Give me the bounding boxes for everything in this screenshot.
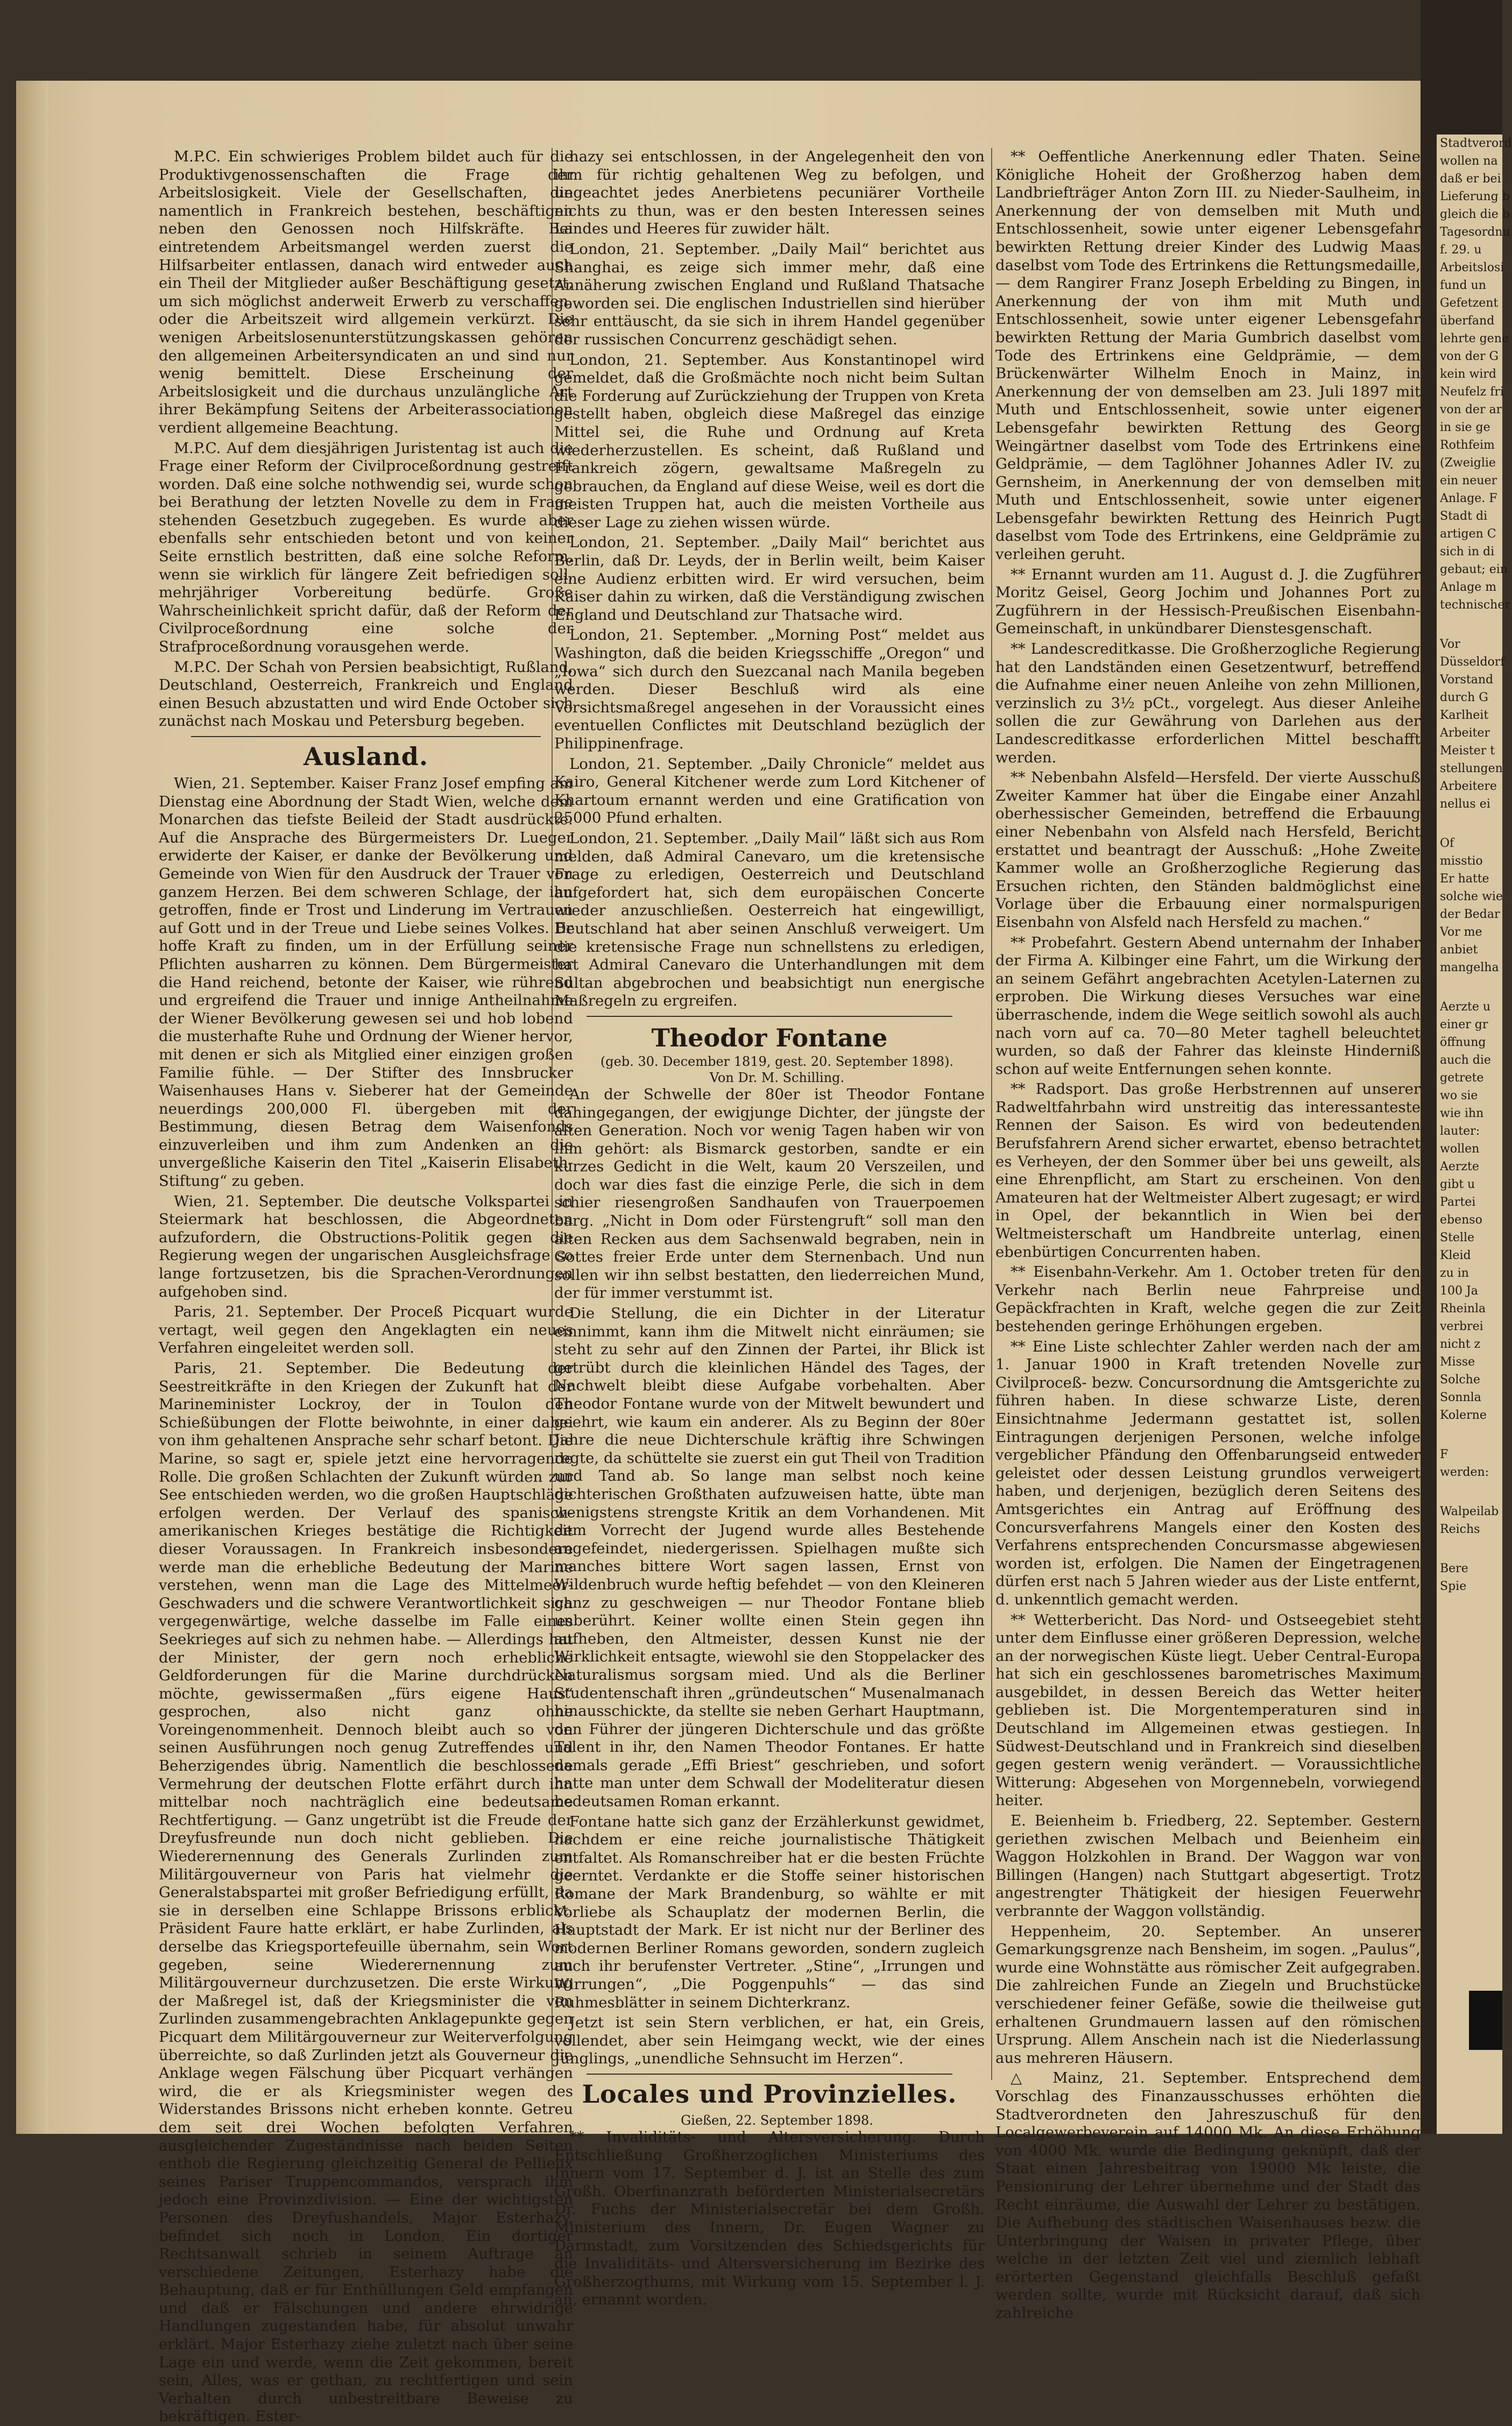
article-paragraph: ** Radsport. Das große Herbstrennen auf unserer Radweltfahrbahn wird unstreitig das interessanteste Rennen der Saison. Es wird von bedeutenden Berufsfahrern Arend sicher erwartet, ebenso betrachtet es Verheyen, der den Sommer über bei uns geweilt, als eine Ehrenpflicht, am Start zu erscheinen. Von den Amateuren hat der Weltmeister Albert zugesagt; er wird in Opel, der bekanntlich in Wien bei der Weltmeisterschaft um Handbreite unterlag, einen ebenbürtigen Concurrenten haben. xyxy=(995,1080,1421,1261)
article-paragraph: London, 21. September. „Daily Mail“ läßt sich aus Rom melden, daß Admiral Canevaro, um die kretensische Frage zu erledigen, Oesterreich und Deutschland aufgefordert hat, sich dem europäischen Concerte wieder anzuschließen. Oesterreich hat eingewilligt, Deutschland hat aber seinen Anschluß verweigert. Um die kretensische Frage nun schnellstens zu erledigen, hat Admiral Canevaro die Unterhandlungen mit dem Sultan abgebrochen und beabsichtigt nun energische Maßregeln zu ergreifen. xyxy=(554,829,985,1010)
article-paragraph: E. Beienheim b. Friedberg, 22. September. Gestern geriethen zwischen Melbach und Beienheim ein Waggon Holzkohlen in Brand. Der Waggon war von Billingen (Hangen) nach Stuttgart abgesertigt. Trotz angestrengter Thätigkeit der hiesigen Feuerwehr verbrannte der Waggon vollständig. xyxy=(995,1812,1421,1920)
adjacent-page-line: wie ihn xyxy=(1440,1107,1484,1120)
adjacent-page-line: Sonnla xyxy=(1440,1391,1481,1404)
adjacent-page-strip xyxy=(1437,135,1512,2134)
adjacent-page-line: misstio xyxy=(1440,854,1483,868)
article-paragraph: ** Wetterbericht. Das Nord- und Ostseegebiet steht unter dem Einflusse einer größeren Depression, welche an der norwegischen Küste liegt. Ueber Central-Europa hat sich ein geschlossenes barometrisches Maximum ausgebildet, in dessen Bereich das Wetter heiter geblieben ist. Die Morgentemperaturen sind in Deutschland im Allgemeinen etwas gestiegen. In Südwest-Deutschland und in Frankreich sind dieselben gegen gestern wenig verändert. — Voraussichtliche Witterung: Abgesehen von Morgennebeln, vorwiegend heiter. xyxy=(995,1611,1421,1809)
article-paragraph: ** Invaliditäts- und Altersversicherung. Durch Entschließung Großherzoglichen Ministeriums des Innern vom 17. September d. J. ist an Stelle des zum Großh. Oberfinanzrath beförderten Ministerialsecretärs Dr. Fuchs der Ministerialsecretär bei dem Großh. Ministerium des Innern, Dr. Eugen Wagner zu Darmstadt, zum Vorsitzenden des Schiedsgerichts für die Invaliditäts- und Altersversicherung im Bezirke des Großherzogthums, mit Wirkung vom 15. September l. J. an, ernannt worden. xyxy=(554,2128,985,2309)
adjacent-page-line: von der ar xyxy=(1440,403,1502,416)
adjacent-page-line: Arbeiter xyxy=(1440,726,1490,740)
adjacent-page-line: Anlage. F xyxy=(1440,492,1497,505)
adjacent-page-line: Stadtverord xyxy=(1440,137,1512,150)
adjacent-page-line: Er hatte xyxy=(1440,872,1489,886)
adjacent-page-line: 100 Ja xyxy=(1440,1284,1478,1298)
column-3 xyxy=(995,148,1421,2322)
article-paragraph: Wien, 21. September. Kaiser Franz Josef empfing am Dienstag eine Abordnung der Stadt Wien, welche dem Monarchen das tiefste Beileid der Stadt ausdrückte. Auf die Ansprache des Bürgermeisters Dr. Lueger erwiderte der Kaiser, er danke der Bevölkerung und Gemeinde von Wien für den Ausdruck der Trauer von ganzem Herzen. Bei dem schweren Schlage, der ihn getroffen, finde er Trost und Linderung im Vertrauen auf Gott und in der Treue und Liebe seines Volkes. Er hoffe Kraft zu finden, um in der Erfüllung seiner Pflichten ausharren zu können. Dem Bürgermeister die Hand reichend, betonte der Kaiser, wie rührend und ergreifend die Trauer und innige Antheilnahme der Wiener Bevölkerung gewesen sei und hob lobend die musterhafte Ruhe und Ordnung der Wiener hervor, mit denen er sich als Mitglied einer einzigen großen Familie fühle. — Der Stifter des Innsbrucker Waisenhauses Hans v. Sieberer hat der Gemeinde neuerdings 200,000 Fl. übergeben mit der Bestimmung, diesen Betrag dem Waisenfonds einzuverleiben und ihm zum Andenken an die unvergeßliche Kaiserin den Titel „Kaiserin Elisabeth-Stiftung“ zu geben. xyxy=(159,775,573,1190)
adjacent-page-gap xyxy=(1437,813,1502,834)
adjacent-page-line: Rothfeim xyxy=(1440,438,1495,452)
adjacent-page-gap xyxy=(1437,1538,1502,1560)
adjacent-page-gap xyxy=(1437,977,1502,998)
adjacent-page-line: (Zweiglie xyxy=(1440,456,1496,470)
article-paragraph: ** Nebenbahn Alsfeld—Hersfeld. Der vierte Ausschuß Zweiter Kammer hat über die Eingabe einer Anzahl oberhessischer Gemeinden, betreffend die Erbauung einer Nebenbahn von Alsfeld nach Hersfeld, Bericht erstattet und beantragt der Ausschuß: „Hohe Zweite Kammer wolle an Großherzogliche Regierung das Ersuchen richten, den Ständen baldmöglichst eine Vorlage über die Erbauung einer normalspurigen Eisenbahn von Alsfeld nach Hersfeld zu machen.“ xyxy=(995,769,1421,931)
adjacent-page-line: lehrte gene xyxy=(1440,332,1509,345)
article-paragraph: ** Ernannt wurden am 11. August d. J. die Zugführer Moritz Geisel, Georg Jochim und Johannes Port zu Zugführern in der Hessisch-Preußischen Eisenbahn-Gemeinschaft, in unkündbarer Dienstesgenschaft. xyxy=(995,565,1421,638)
adjacent-page-line: Kleid xyxy=(1440,1249,1471,1262)
section-divider xyxy=(587,1016,952,1017)
section-heading-ausland: Ausland. xyxy=(303,742,428,771)
article-paragraph: London, 21. September. „Daily Chronicle“ meldet aus Kairo, General Kitchener werde zum Lord Kitchener of Khartoum ernannt werden und eine Gratification von 25000 Pfund erhalten. xyxy=(554,755,985,827)
adjacent-page-line: gibt u xyxy=(1440,1178,1475,1191)
article-paragraph: Die Stellung, die ein Dichter in der Literatur einnimmt, kann ihm die Mitwelt nicht einräumen; sie steht zu sehr auf den Zinnen der Partei, ihr Blick ist getrübt durch die kleinlichen Händel des Tages, der Nachwelt bleibt diese Aufgabe vorbehalten. Aber Theodor Fontane wurde von der Mitwelt bewundert und geehrt, wie kaum ein anderer. Als zu Beginn der 80er Jahre die neue Dichterschule kräftig ihre Schwingen regte, da schüttelte sie zuerst ein gut Theil von Tradition und Tand ab. So lange man selbst noch keine dichterischen Großthaten aufzuweisen hatte, übte man wenigstens strengste Kritik an dem Vorhandenen. Mit dem Vorrecht der Jugend wurde alles Bestehende angefeindet, niedergerissen. Spielhagen mußte sich manches bittere Wort sagen lassen, Ernst von Wildenbruch wurde heftig befehdet — von den Kleineren ganz zu geschweigen — nur Theodor Fontane blieb unberührt. Keiner wollte einen Stein gegen ihn aufheben, den Altmeister, dessen Kunst nie der Wirklichkeit entsagte, wiewohl sie den Stoppelacker des Naturalismus sorgsam mied. Und als die Berliner Studentenschaft ihren „gründeutschen“ Musenalmanach hinausschickte, da stellte sie neben Gerhart Hauptmann, den Führer der jüngeren Dichterschule und das größte Talent in ihr, den Namen Theodor Fontanes. Er hatte damals gerade „Effi Briest“ geschrieben, und sofort hatte man unter dem Schwall der Modeliteratur diesen bedeutsamen Roman erkannt. xyxy=(554,1305,985,1810)
adjacent-page-line: F xyxy=(1440,1448,1449,1461)
adjacent-page-line: überfand xyxy=(1440,314,1495,328)
adjacent-page-line: einer gr xyxy=(1440,1018,1488,1031)
adjacent-page-line: Reichs xyxy=(1440,1523,1480,1536)
adjacent-page-line: artigen C xyxy=(1440,527,1496,541)
adjacent-page-gap xyxy=(1437,614,1502,635)
column-1 xyxy=(159,148,573,2425)
adjacent-page-line: Stelle xyxy=(1440,1231,1475,1244)
adjacent-page-line: gebaut; ein xyxy=(1440,563,1508,576)
adjacent-page-line: Solche xyxy=(1440,1373,1480,1387)
adjacent-page-line: Aerzte u xyxy=(1440,1000,1491,1014)
article-paragraph: Wien, 21. September. Die deutsche Volkspartei in Steiermark hat beschlossen, die Abgeordneten aufzufordern, die Obstructions-Politik gegen die Regierung wegen der ungarischen Ausgleichsfrage so lange fortzusetzen, bis die Sprachen-Verordnungen aufgehoben sind. xyxy=(159,1192,573,1300)
adjacent-page-line: Arbeitere xyxy=(1440,780,1497,793)
article-paragraph: An der Schwelle der 80er ist Theodor Fontane dahingegangen, der ewigjunge Dichter, der jüngste der alten Generation. Noch vor wenig Tagen haben wir von ihm gehört: als Bismarck gestorben, sandte er ein kurzes Gedicht in die Welt, kaum 20 Verszeilen, und doch war dies fast die einzige Perle, die sich in dem schier riesengroßen Sandhaufen von Trauerpoemen barg. „Nicht in Dom oder Fürstengruft“ soll man den alten Recken aus dem Sachsenwald begraben, nein in Gottes freier Erde unter dem Sternenbach. Und nun sollen wir ihn selbst bestatten, den liederreichen Mund, der für immer verstummt ist. xyxy=(554,1085,985,1302)
article-paragraph: M.P.C. Der Schah von Persien beabsichtigt, Rußland, Deutschland, Oesterreich, Frankreich und England einen Besuch abzustatten und wird Ende October sich zunächst nach Moskau und Petersburg begeben. xyxy=(159,658,573,730)
adjacent-page-line: Rheinla xyxy=(1440,1302,1486,1315)
adjacent-page-line: zu in xyxy=(1440,1267,1469,1280)
locals-dateline: Gießen, 22. September 1898. xyxy=(681,2112,873,2128)
adjacent-page-line: nicht z xyxy=(1440,1338,1481,1351)
adjacent-page-line: ein neuer xyxy=(1440,474,1497,487)
feature-title: Theodor Fontane xyxy=(651,1023,888,1052)
article-paragraph: Paris, 21. September. Der Proceß Picquart wurde vertagt, weil gegen den Angeklagten ein neues Verfahren eingeleitet werden soll. xyxy=(159,1303,573,1357)
column-2 xyxy=(554,148,985,2309)
adjacent-page-line: Partei xyxy=(1440,1196,1476,1209)
adjacent-page-line: Kolerne xyxy=(1440,1409,1487,1422)
adjacent-page-line: von der G xyxy=(1440,350,1499,363)
article-paragraph: Fontane hatte sich ganz der Erzählerkunst gewidmet, nachdem er eine reiche journalistische Thätigkeit entfaltet. Als Romanschreiber hat er die besten Früchte geerntet. Verdankte er die Stoffe seiner historischen Romane der Mark Brandenburg, so wählte er mit Vorliebe als Schauplatz der modernen Berlin, die Hauptstadt der Mark. Er ist nicht nur der Berliner des modernen Berliner Romans geworden, sondern zugleich auch ihr berufenster Vertreter. „Stine“, „Irrungen und Wirrungen“, „Die Poggenpuhls“ — das sind Ruhmesblätter in seinem Dichterkranz. xyxy=(554,1813,985,2011)
adjacent-page-line: Meister t xyxy=(1440,744,1495,758)
adjacent-page-line: Lieferung b xyxy=(1440,190,1510,203)
adjacent-page-line: Vor me xyxy=(1440,925,1482,939)
column-rule xyxy=(991,148,992,2080)
adjacent-page-line: durch G xyxy=(1440,691,1488,704)
article-paragraph: London, 21. September. „Morning Post“ meldet aus Washington, daß die beiden Kriegsschiffe „Oregon“ und „Iowa“ sich durch den Suezcanal nach Manila begeben werden. Dieser Beschluß wird als eine Vorsichtsmaßregel angesehen in der Voraussicht eines eventuellen Conflictes mit Deutschland bezüglich der Philippinenfrage. xyxy=(554,626,985,752)
article-paragraph: ** Landescreditkasse. Die Großherzogliche Regierung hat den Landständen einen Gesetzentwurf, betreffend die Aufnahme einer neuen Anleihe von zehn Millionen, verzinslich zu 3½ pCt., vorgelegt. Aus dieser Anleihe sollen die zur Gewährung von Darlehen aus der Landescreditkasse erforderlichen Mittel beschafft werden. xyxy=(995,640,1421,766)
adjacent-page-line: öffnung xyxy=(1440,1036,1486,1049)
feature-dates: (geb. 30. December 1819, gest. 20. September 1898). xyxy=(600,1053,954,1069)
adjacent-page-line: Of xyxy=(1440,837,1454,850)
adjacent-page-line: wollen na xyxy=(1440,154,1498,168)
article-paragraph: M.P.C. Auf dem diesjährigen Juristentag ist auch die Frage einer Reform der Civilproceßordnung gestreift worden. Daß eine solche nothwendig sei, wurde schon bei Berathung der letzten Novelle zu dem in Frage stehenden Gesetzbuch zugegeben. Es wurde aber ebenfalls sehr entschieden betont und von keiner Seite ernstlich bestritten, daß eine solche Reform, wenn sie wirklich für längere Zeit befriedigen soll, mehrjähriger Vorbereitung bedürfe. Große Wahrscheinlichkeit spricht dafür, daß der Reform der Civilproceßordnung eine solche der Strafproceßordnung vorausgehen werde. xyxy=(159,439,573,656)
adjacent-page-line: Gefetzent xyxy=(1440,296,1499,310)
article-paragraph: ** Probefahrt. Gestern Abend unternahm der Inhaber der Firma A. Kilbinger eine Fahrt, um die Wirkung der an seinem Gefährt angebrachten Acetylen-Laternen zu erproben. Die Wirkung dieses Versuches war eine überraschende, indem die Wege seitlich sowohl als auch nach vorn auf ca. 70—80 Meter taghell beleuchtet wurden, so daß der Fahrer das kleinste Hinderniß schon auf weite Entfernungen sehen konnte. xyxy=(995,933,1421,1078)
article-paragraph: ** Eisenbahn-Verkehr. Am 1. October treten für den Verkehr nach Berlin neue Fahrpreise und Gepäckfrachten in Kraft, welche gegen die zur Zeit bestehenden geringe Erhöhungen ergeben. xyxy=(995,1263,1421,1335)
adjacent-page-line: technischer xyxy=(1440,598,1510,612)
adjacent-page-line: fund un xyxy=(1440,279,1486,292)
article-paragraph: Jetzt ist sein Stern verblichen, er hat, ein Greis, vollendet, aber sein Heimgang weckt, wie der eines Jünglings, „unendliche Sehnsucht im Herzen“. xyxy=(554,2014,985,2068)
adjacent-page-line: gleich die b xyxy=(1440,208,1510,221)
article-paragraph: Paris, 21. September. Die Bedeutung der Seestreitkräfte in den Kriegen der Zukunft hat der Marineminister Lockroy, der in Toulon den Schießübungen der Flotte beiwohnte, in einer dabei von ihm gehaltenen Ansprache sehr scharf betont. Die Marine, so sagt er, spiele jetzt eine hervorragende Rolle. Die großen Schlachten der Zukunft würden zur See entschieden werden, wo die großen Hauptschläge erfolgen werden. Der Verlauf des spanisch-amerikanischen Krieges bestätige die Richtigkeit dieser Voraussagen. In Frankreich insbesondere werde man die erhebliche Bedeutung der Marine verstehen, wenn man die Lage des Mittelmeer-Geschwaders und die schwere Verantwortlichkeit sich vergegenwärtige, welche dasselbe im Falle eines Seekrieges auf sich zu nehmen habe. — Allerdings hat der Minister, der gern noch erhebliche Geldforderungen für die Marine durchdrücken möchte, gewissermaßen „fürs eigene Haus“ gesprochen, also nicht ganz ohne Voreingenommenheit. Dennoch bleibt auch so von seinen Ausführungen noch genug Zutreffendes und Beherzigendes übrig. Namentlich die beschlossene Vermehrung der deutschen Flotte erfährt durch ihn mittelbar noch nachträglich eine bedeutsame Rechtfertigung. — Ganz ungetrübt ist die Freude der Dreyfusfreunde nun doch nicht geblieben. Die Wiederernennung des Generals Zurlinden zum Militärgouverneur von Paris hat vielmehr die Generalstabspartei mit großer Befriedigung erfüllt, da sie in derselben eine Schlappe Brissons erblickt. Präsident Faure hatte erklärt, er habe Zurlinden, als derselbe das Kriegsportefeuille übernahm, sein Wort gegeben, seine Wiederernennung zum Militärgouverneur durchzusetzen. Die erste Wirkung der Maßregel ist, daß der Kriegsminister die von Zurlinden zusammengebrachten Anklagepunkte gegen Picquart dem Militärgouverneur zur Weiterverfolgung überreichte, so daß Zurlinden jetzt als Gouverneur die Anklage wegen Fälschung über Picquart verhängen wird, die er als Kriegsminister wegen des Widerstandes Brissons nicht erheben konnte. Getreu dem seit drei Wochen befolgten Verfahren ausgleichender Zugeständnisse nach beiden Seiten enthob die Regierung gleichzeitig General de Pellieux seines Pariser Truppencommandos, versprach ihm jedoch eine Provinzdivision. — Eine der wichtigsten Personen des Dreyfushandels, Major Esterhazy, befindet sich noch in London. Ein dortiger Rechtsanwalt schrieb in seinem Auftrage an verschiedene Zeitungen, Esterhazy habe die Behauptung, daß er für Enthüllungen Geld empfangen und daß er Fälschungen und andere ehrwidrige Handlungen zugestanden habe, für absolut unwahr erklärt. Major Esterhazy ziehe zuletzt nach über seine Lage ein und werde, wenn die Zeit gekommen, bereit sein, Alles, was er gethan, zu rechtfertigen und sein Verhalten durch unbestreitbare Beweise zu bekräftigen. Ester- xyxy=(159,1360,573,2425)
adjacent-page-line: Arbeitslosi xyxy=(1440,261,1504,274)
adjacent-page-line: getrete xyxy=(1440,1071,1484,1085)
page-gutter xyxy=(16,81,48,2134)
adjacent-page-line: wo sie xyxy=(1440,1089,1478,1102)
adjacent-page-line: Bere xyxy=(1440,1562,1468,1575)
article-paragraph: London, 21. September. „Daily Mail“ berichtet aus Berlin, daß Dr. Leyds, der in Berlin weilt, beim Kaiser eine Audienz erbitten wird. Er wird versuchen, beim Kaiser dahin zu wirken, daß die Verständigung zwischen England und Deutschland zur Thatsache wird. xyxy=(554,534,985,624)
adjacent-page-line: Düsseldorf xyxy=(1440,655,1505,669)
page-clip xyxy=(1469,1991,1502,2050)
adjacent-page-line: Vor xyxy=(1440,638,1460,651)
adjacent-page-line: ebenso xyxy=(1440,1213,1482,1227)
feature-author: Von Dr. M. Schilling. xyxy=(709,1070,845,1085)
adjacent-page-line: anbiet xyxy=(1440,943,1478,957)
adjacent-page-gap xyxy=(1437,1424,1502,1446)
adjacent-page-line: wollen xyxy=(1440,1142,1480,1156)
article-paragraph: London, 21. September. Aus Konstantinopel wird gemeldet, daß die Großmächte noch nicht beim Sultan die Forderung auf Zurückziehung der Truppen von Kreta gestellt haben, obgleich diese Maßregel das einzige Mittel sei, die Ruhe und Ordnung auf Kreta wiederherzustellen. Es scheint, daß Rußland und Frankreich zögern, gewaltsame Maßregeln zu gebrauchen, da England auf diese Weise, weil es dort die meisten Truppen hat, auch die meisten Vortheile aus dieser Lage zu ziehen wissen würde. xyxy=(554,351,985,531)
adjacent-page-line: Walpeilab xyxy=(1440,1505,1499,1518)
adjacent-page-line: Neufelz fri xyxy=(1440,385,1504,399)
adjacent-page-line: Vorstand xyxy=(1440,673,1494,687)
adjacent-page-line: f. 29. u xyxy=(1440,243,1482,257)
article-paragraph: △ Mainz, 21. September. Entsprechend dem Vorschlag des Finanzausschusses erhöhten die Stadtverordneten den Jahreszuschuß für den Localgewerbeverein auf 14000 Mk. An diese Erhöhung von 4000 Mk. wurde die Bedingung geknüpft, daß der Staat einen Jahresbeitrag von 19000 Mk leiste, die Pensionirung der Lehrer übernehme und der Stadt das Recht einräume, die Auswahl der Lehrer zu bestätigen. Die Aufhebung des städtischen Waisenhauses bezw. die Unterbringung der Waisen in privater Pflege, über welche in der letzten Zeit viel und ziemlich lebhaft erörterten Gegenstand gleichfalls Beschluß gefaßt werden sollte, wurde mit Rücksicht darauf, daß sich zahlreiche xyxy=(995,2069,1421,2322)
adjacent-page-line: stellungen xyxy=(1440,762,1503,775)
article-paragraph: ** Oeffentliche Anerkennung edler Thaten. Seine Königliche Hoheit der Großherzog haben dem Landbriefträger Anton Zorn III. zu Nieder-Saulheim, in Anerkennung der von demselben mit Muth und Entschlossenheit, sowie unter eigener Lebensgefahr bewirkten Rettung dreier Kinder des Ludwig Maas daselbst vom Tode des Ertrinkens die Rettungsmedaille, — dem Rangirer Franz Joseph Erbelding zu Bingen, in Anerkennung der von ihm mit Muth und Entschlossenheit, sowie unter eigener Lebensgefahr bewirkten Rettung der Maria Gumbrich daselbst vom Tode des Ertrinkens eine Geldprämie, — dem Brückenwärter Wilhelm Enoch in Mainz, in Anerkennung der von demselben am 23. Juli 1897 mit Muth und Entschlossenheit, sowie unter eigener Lebensgefahr bewirkten Rettung des Georg Weingärtner daselbst vom Tode des Ertrinkens eine Geldprämie, — dem Taglöhner Johannes Adler IV. zu Gernsheim, in Anerkennung der von demselben mit Muth und Entschlossenheit, sowie unter eigener Lebensgefahr bewirkten Rettung des Heinrich Pugt daselbst vom Tode des Ertrinkens, eine Geldprämie zu verleihen geruht. xyxy=(995,148,1421,563)
adjacent-page-line: in sie ge xyxy=(1440,421,1490,434)
adjacent-page-line: Spie xyxy=(1440,1580,1467,1593)
adjacent-page-gap xyxy=(1437,1481,1502,1503)
section-heading-locales: Locales und Provinzielles. xyxy=(582,2079,957,2109)
section-divider xyxy=(587,2074,952,2075)
adjacent-page-line: Anlage m xyxy=(1440,581,1497,594)
adjacent-page-line: Stadt di xyxy=(1440,510,1488,523)
adjacent-page-line: verbrei xyxy=(1440,1320,1483,1333)
adjacent-page-line: kein wird xyxy=(1440,367,1497,381)
adjacent-page-line: daß er bei xyxy=(1440,172,1501,186)
adjacent-page-line: sich in di xyxy=(1440,545,1495,558)
adjacent-page-line: Misse xyxy=(1440,1355,1475,1369)
adjacent-page-line: mangelha xyxy=(1440,961,1499,974)
adjacent-page-line: nellus ei xyxy=(1440,797,1490,811)
newspaper-page xyxy=(16,81,1426,2425)
article-paragraph: Heppenheim, 20. September. An unserer Gemarkungsgrenze nach Bensheim, im sogen. „Paulus“, wurde eine Wohnstätte aus römischer Zeit aufgegraben. Die zahlreichen Funde an Ziegeln und Bruchstücke verschiedener feiner Gefäße, sowie die theilweise gut erhaltenen Grundmauern lassen auf den römischen Ursprung. Allem Anschein nach ist die Niederlassung aus mehreren Häusern. xyxy=(995,1922,1421,2067)
adjacent-page-line: der Bedar xyxy=(1440,908,1500,921)
adjacent-page-line: Aerzte xyxy=(1440,1160,1479,1173)
adjacent-page-line: werden: xyxy=(1440,1466,1489,1479)
adjacent-page-line: lauter: xyxy=(1440,1124,1480,1138)
adjacent-page-line: Tagesordnu xyxy=(1440,225,1510,239)
article-paragraph: ** Eine Liste schlechter Zahler werden nach der am 1. Januar 1900 in Kraft tretenden Novelle zur Civilproceß- bezw. Concursordnung die Amtsgerichte zu führen haben. In diese schwarze Liste, deren Einsichtnahme Jedermann gestattet ist, sollen Eintragungen derjenigen Personen, welche infolge vergeblicher Pfändung den Offenbarungseid entweder geleistet oder dessen Leistung grundlos verweigert haben, und derjenigen, bezüglich deren Seitens des Amtsgerichtes ein Antrag auf Eröffnung des Concursverfahrens Mangels einer den Kosten des Verfahrens entsprechenden Concursmasse abgewiesen worden ist, erfolgen. Die Namen der Eingetragenen dürfen erst nach 5 Jahren wieder aus der Liste entfernt, d. unkenntlich gemacht werden. xyxy=(995,1338,1421,1608)
article-paragraph: London, 21. September. „Daily Mail“ berichtet aus Shanghai, es zeige sich immer mehr, daß eine Annäherung zwischen England und Rußland Thatsache geworden sei. Die englischen Industriellen sind hierüber sehr enttäuscht, da sie sich in ihrem Handel gegenüber der russischen Concurrenz geschädigt sehen. xyxy=(554,240,985,348)
adjacent-page-line: auch die xyxy=(1440,1053,1491,1067)
article-paragraph: M.P.C. Ein schwieriges Problem bildet auch für die Produktivgenossenschaften die Frage der Arbeitslosigkeit. Viele der Gesellschaften, die namentlich in Frankreich bestehen, beschäftigen neben den Genossen noch Hilfskräfte. Bei eintretendem Arbeitsmangel werden zuerst die Hilfsarbeiter entlassen, danach wird entweder auch ein Theil der Mitglieder außer Beschäftigung gesetzt, um sich möglichst anderweit Erwerb zu verschaffen, oder die Arbeitszeit wird allgemein verkürzt. Die wenigen Arbeitslosenunterstützungskassen gehören den allgemeinen Arbeitersyndicaten an und sind nur wenig bemittelt. Diese Erscheinung der Arbeitslosigkeit und die durchaus unzulängliche Art ihrer Bekämpfung Seitens der Arbeiterassociationen verdient allgemeine Beachtung. xyxy=(159,148,573,436)
adjacent-page-line: solche wie xyxy=(1440,890,1503,903)
section-divider xyxy=(191,736,541,737)
article-paragraph: hazy sei entschlossen, in der Angelegenheit den von ihm für richtig gehaltenen Weg zu befolgen, und ungeachtet jedes Anerbietens pecuniärer Vortheile nichts zu thun, was er den besten Interessen seines Landes und Heeres für zuwider hält. xyxy=(554,148,985,238)
adjacent-page-line: Karlheit xyxy=(1440,709,1489,722)
